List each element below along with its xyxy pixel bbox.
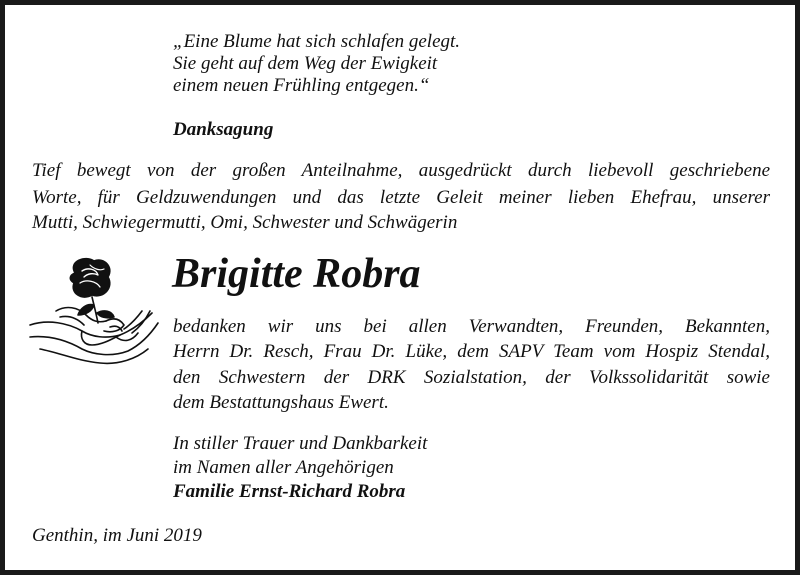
poem-line-3: einem neuen Frühling entgegen.“: [173, 75, 430, 96]
thanks-line-2: Herrn Dr. Resch, Frau Dr. Lüke, dem SAPV Team vom Hospiz Stendal,: [173, 341, 770, 362]
thanks-line-4: dem Bestattungshaus Ewert.: [173, 392, 389, 413]
intro-line-2: Worte, für Geldzuwendungen und das letzte Geleit meiner lieben Ehefrau, unserer: [32, 187, 770, 208]
family-signature: Familie Ernst-Richard Robra: [173, 481, 406, 502]
place-date: Genthin, im Juni 2019: [32, 525, 202, 546]
thanks-line-1: bedanken wir uns bei allen Verwandten, Freunden, Bekannten,: [173, 316, 770, 337]
poem-line-1: „Eine Blume hat sich schlafen gelegt.: [173, 31, 461, 52]
closing-line-2: im Namen aller Angehörigen: [173, 457, 394, 478]
intro-line-3: Mutti, Schwiegermutti, Omi, Schwester und Schwägerin: [32, 212, 458, 233]
deceased-name: Brigitte Robra: [172, 251, 421, 297]
hands-holding-rose-icon: [20, 253, 165, 371]
thanks-line-3: den Schwestern der DRK Sozialstation, der Volkssolidarität sowie: [173, 367, 770, 388]
intro-line-1: Tief bewegt von der großen Anteilnahme, ausgedrückt durch liebevoll geschriebene: [32, 160, 770, 181]
heading-danksagung: Danksagung: [173, 119, 274, 140]
closing-line-1: In stiller Trauer und Dankbarkeit: [173, 433, 428, 454]
poem-line-2: Sie geht auf dem Weg der Ewigkeit: [173, 53, 438, 74]
